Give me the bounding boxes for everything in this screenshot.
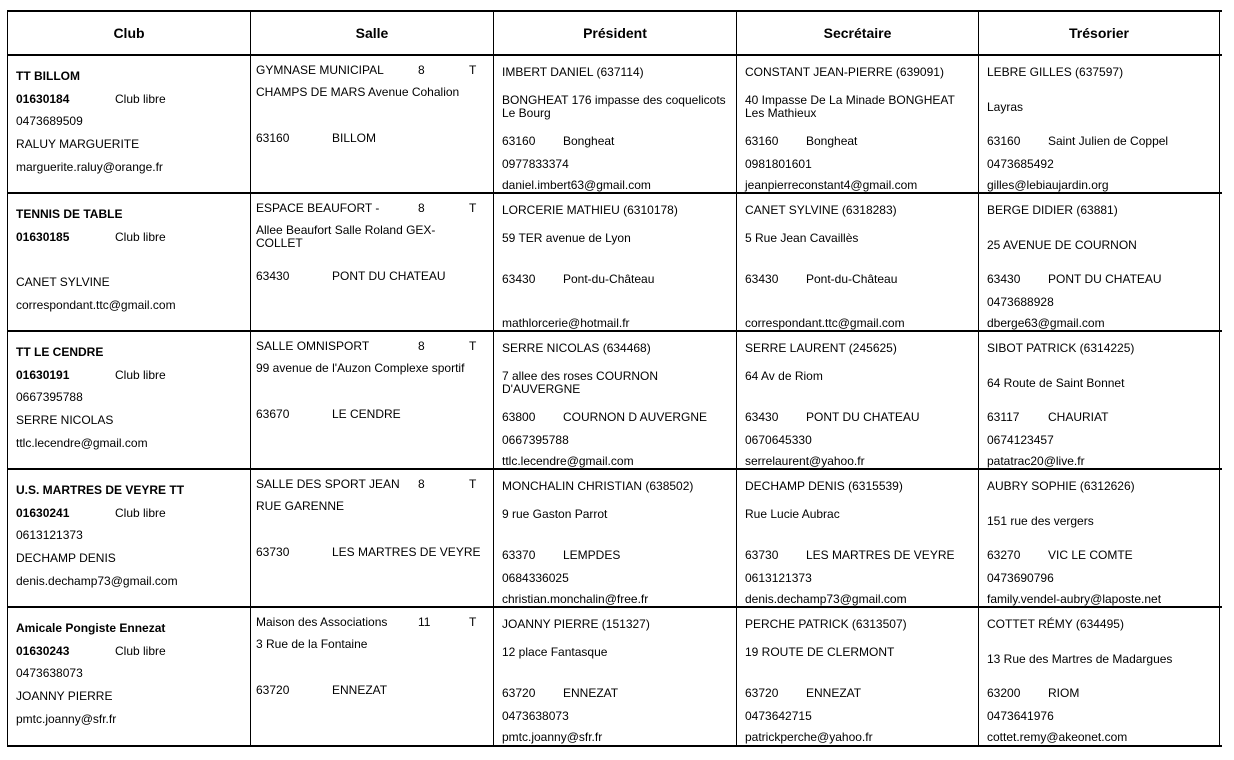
cell-salle: [250, 332, 493, 470]
header-tresorier: Trésorier: [978, 12, 1220, 54]
tresorier-city: CHAURIAT: [1048, 410, 1109, 424]
table-row: [7, 194, 1222, 332]
table-header: [7, 12, 1222, 56]
salle-number: 8: [418, 201, 425, 215]
cell-tresorier: [978, 194, 1220, 332]
tresorier-city: VIC LE COMTE: [1048, 548, 1133, 562]
tresorier-address: 64 Route de Saint Bonnet: [987, 376, 1125, 390]
salle-letter: T: [469, 63, 477, 77]
secretaire-phone: 0613121373: [745, 571, 812, 585]
header-president: Président: [493, 12, 736, 54]
tresorier-city: Saint Julien de Coppel: [1048, 134, 1169, 148]
president-postcode: 63720: [502, 686, 536, 700]
tresorier-postcode: 63160: [987, 134, 1021, 148]
salle-number: 11: [418, 615, 431, 629]
club-contact: RALUY MARGUERITE: [16, 137, 140, 151]
salle-letter: T: [469, 477, 477, 491]
cell-president: [493, 194, 736, 332]
salle-address: CHAMPS DE MARS Avenue Cohalion: [256, 85, 460, 99]
table-row: [7, 56, 1222, 194]
secretaire-postcode: 63730: [745, 548, 779, 562]
club-number: 01630185: [16, 230, 70, 244]
president-city: LEMPDES: [563, 548, 621, 562]
club-phone: 0613121373: [16, 528, 83, 542]
tresorier-phone: 0473688928: [987, 295, 1054, 309]
cell-president: [493, 332, 736, 470]
cell-secretaire: [736, 194, 978, 332]
tresorier-phone: 0473641976: [987, 709, 1054, 723]
tresorier-name: LEBRE GILLES (637597): [987, 65, 1124, 79]
tresorier-city: PONT DU CHATEAU: [1048, 272, 1162, 286]
tresorier-postcode: 63117: [987, 410, 1020, 424]
salle-address: RUE GARENNE: [256, 499, 345, 513]
club-email: marguerite.raluy@orange.fr: [16, 160, 163, 174]
salle-name: GYMNASE MUNICIPAL: [256, 63, 384, 77]
cell-salle: [250, 56, 493, 194]
president-email: christian.monchalin@free.fr: [502, 592, 649, 606]
salle-city: PONT DU CHATEAU: [332, 269, 446, 283]
president-email: daniel.imbert63@gmail.com: [502, 178, 651, 192]
secretaire-name: SERRE LAURENT (245625): [745, 341, 897, 355]
club-email: correspondant.ttc@gmail.com: [16, 298, 176, 312]
salle-letter: T: [469, 201, 477, 215]
secretaire-email: denis.dechamp73@gmail.com: [745, 592, 907, 606]
club-name: TT LE CENDRE: [16, 345, 104, 359]
club-contact: SERRE NICOLAS: [16, 413, 114, 427]
cell-president: [493, 470, 736, 608]
secretaire-city: Pont-du-Château: [806, 272, 898, 286]
club-number: 01630243: [16, 644, 70, 658]
salle-number: 8: [418, 63, 425, 77]
president-phone: 0667395788: [502, 433, 569, 447]
secretaire-address: Rue Lucie Aubrac: [745, 507, 840, 521]
tresorier-postcode: 63270: [987, 548, 1021, 562]
tresorier-postcode: 63430: [987, 272, 1021, 286]
tresorier-city: RIOM: [1048, 686, 1080, 700]
salle-postcode: 63730: [256, 545, 290, 559]
club-email: ttlc.lecendre@gmail.com: [16, 436, 148, 450]
president-phone: 0977833374: [502, 157, 569, 171]
club-number: 01630184: [16, 92, 70, 106]
club-contact: JOANNY PIERRE: [16, 689, 113, 703]
secretaire-postcode: 63160: [745, 134, 779, 148]
salle-name: ESPACE BEAUFORT -: [256, 201, 380, 215]
cell-salle: [250, 194, 493, 332]
salle-letter: T: [469, 615, 477, 629]
salle-name: SALLE OMNISPORT: [256, 339, 370, 353]
tresorier-email: cottet.remy@akeonet.com: [987, 730, 1128, 744]
secretaire-phone: 0981801601: [745, 157, 812, 171]
secretaire-postcode: 63430: [745, 272, 779, 286]
tresorier-postcode: 63200: [987, 686, 1021, 700]
president-postcode: 63430: [502, 272, 536, 286]
tresorier-address: 151 rue des vergers: [987, 514, 1094, 528]
cell-tresorier: [978, 470, 1220, 608]
secretaire-email: correspondant.ttc@gmail.com: [745, 316, 905, 330]
president-name: JOANNY PIERRE (151327): [502, 617, 650, 631]
cell-tresorier: [978, 56, 1220, 194]
club-phone: 0667395788: [16, 390, 83, 404]
table-row: [7, 608, 1222, 746]
secretaire-email: serrelaurent@yahoo.fr: [745, 454, 865, 468]
cell-salle: [250, 470, 493, 608]
club-contact: CANET SYLVINE: [16, 275, 110, 289]
president-postcode: 63800: [502, 410, 536, 424]
salle-city: BILLOM: [332, 131, 377, 145]
cell-club: [7, 56, 250, 194]
cell-president: [493, 608, 736, 746]
header-salle: Salle: [250, 12, 493, 54]
secretaire-address: 64 Av de Riom: [745, 369, 823, 383]
club-type: Club libre: [115, 92, 166, 106]
tresorier-address: Layras: [987, 100, 1024, 114]
table-row: [7, 470, 1222, 608]
club-phone: 0473638073: [16, 666, 83, 680]
tresorier-name: SIBOT PATRICK (6314225): [987, 341, 1135, 355]
president-address: BONGHEAT 176 impasse des coquelicots Le Bourg: [502, 93, 726, 120]
club-contact: DECHAMP DENIS: [16, 551, 116, 565]
president-address: 59 TER avenue de Lyon: [502, 231, 631, 245]
cell-club: [7, 608, 250, 746]
club-name: U.S. MARTRES DE VEYRE TT: [16, 483, 185, 497]
president-city: Pont-du-Château: [563, 272, 655, 286]
president-phone: 0684336025: [502, 571, 569, 585]
president-name: MONCHALIN CHRISTIAN (638502): [502, 479, 694, 493]
president-city: Bongheat: [563, 134, 615, 148]
president-email: mathlorcerie@hotmail.fr: [502, 316, 630, 330]
secretaire-city: ENNEZAT: [806, 686, 862, 700]
secretaire-phone: 0670645330: [745, 433, 812, 447]
president-address: 12 place Fantasque: [502, 645, 608, 659]
secretaire-name: CANET SYLVINE (6318283): [745, 203, 897, 217]
secretaire-city: PONT DU CHATEAU: [806, 410, 920, 424]
salle-address: 3 Rue de la Fontaine: [256, 637, 368, 651]
president-email: ttlc.lecendre@gmail.com: [502, 454, 634, 468]
tresorier-phone: 0674123457: [987, 433, 1054, 447]
club-name: TENNIS DE TABLE: [16, 207, 123, 221]
secretaire-city: LES MARTRES DE VEYRE: [806, 548, 955, 562]
salle-postcode: 63160: [256, 131, 290, 145]
salle-letter: T: [469, 339, 477, 353]
club-name: TT BILLOM: [16, 69, 80, 83]
secretaire-address: 19 ROUTE DE CLERMONT: [745, 645, 895, 659]
salle-postcode: 63430: [256, 269, 290, 283]
secretaire-name: DECHAMP DENIS (6315539): [745, 479, 903, 493]
cell-club: [7, 470, 250, 608]
secretaire-address: 5 Rue Jean Cavaillès: [745, 231, 859, 245]
president-name: IMBERT DANIEL (637114): [502, 65, 644, 79]
tresorier-email: patatrac20@live.fr: [987, 454, 1085, 468]
secretaire-city: Bongheat: [806, 134, 858, 148]
cell-club: [7, 194, 250, 332]
salle-postcode: 63670: [256, 407, 290, 421]
salle-postcode: 63720: [256, 683, 290, 697]
tresorier-name: COTTET RÉMY (634495): [987, 617, 1124, 631]
tresorier-phone: 0473685492: [987, 157, 1054, 171]
secretaire-name: PERCHE PATRICK (6313507): [745, 617, 907, 631]
salle-name: SALLE DES SPORT JEAN: [256, 477, 400, 491]
president-city: COURNON D AUVERGNE: [563, 410, 708, 424]
president-postcode: 63370: [502, 548, 536, 562]
tresorier-name: BERGE DIDIER (63881): [987, 203, 1118, 217]
president-address: 9 rue Gaston Parrot: [502, 507, 608, 521]
salle-address: Allee Beaufort Salle Roland GEX-COLLET: [256, 223, 436, 250]
cell-club: [7, 332, 250, 470]
secretaire-email: jeanpierreconstant4@gmail.com: [745, 178, 918, 192]
secretaire-name: CONSTANT JEAN-PIERRE (639091): [745, 65, 944, 79]
salle-number: 8: [418, 477, 425, 491]
tresorier-name: AUBRY SOPHIE (6312626): [987, 479, 1135, 493]
club-number: 01630191: [16, 368, 70, 382]
club-email: pmtc.joanny@sfr.fr: [16, 712, 117, 726]
table-row: [7, 332, 1222, 470]
club-number: 01630241: [16, 506, 70, 520]
cell-tresorier: [978, 332, 1220, 470]
tresorier-address: 13 Rue des Martres de Madargues: [987, 652, 1173, 666]
club-type: Club libre: [115, 230, 166, 244]
cell-secretaire: [736, 470, 978, 608]
president-postcode: 63160: [502, 134, 536, 148]
secretaire-postcode: 63720: [745, 686, 779, 700]
club-type: Club libre: [115, 506, 166, 520]
cell-secretaire: [736, 332, 978, 470]
tresorier-phone: 0473690796: [987, 571, 1054, 585]
header-club: Club: [7, 12, 250, 54]
salle-number: 8: [418, 339, 425, 353]
secretaire-email: patrickperche@yahoo.fr: [745, 730, 873, 744]
cell-secretaire: [736, 56, 978, 194]
clubs-table: [7, 10, 1222, 747]
tresorier-email: family.vendel-aubry@laposte.net: [987, 592, 1162, 606]
president-phone: 0473638073: [502, 709, 569, 723]
salle-city: LE CENDRE: [332, 407, 401, 421]
club-email: denis.dechamp73@gmail.com: [16, 574, 178, 588]
cell-tresorier: [978, 608, 1220, 746]
salle-city: LES MARTRES DE VEYRE: [332, 545, 481, 559]
president-email: pmtc.joanny@sfr.fr: [502, 730, 603, 744]
club-type: Club libre: [115, 644, 166, 658]
cell-secretaire: [736, 608, 978, 746]
tresorier-email: dberge63@gmail.com: [987, 316, 1105, 330]
salle-address: 99 avenue de l'Auzon Complexe sportif: [256, 361, 465, 375]
secretaire-postcode: 63430: [745, 410, 779, 424]
salle-city: ENNEZAT: [332, 683, 388, 697]
club-phone: 0473689509: [16, 114, 83, 128]
club-type: Club libre: [115, 368, 166, 382]
secretaire-address: 40 Impasse De La Minade BONGHEAT Les Mathieux: [745, 93, 955, 120]
tresorier-address: 25 AVENUE DE COURNON: [987, 238, 1137, 252]
president-name: SERRE NICOLAS (634468): [502, 341, 651, 355]
header-secretaire: Secrétaire: [736, 12, 978, 54]
tresorier-email: gilles@lebiaujardin.org: [987, 178, 1109, 192]
president-address: 7 allee des roses COURNON D'AUVERGNE: [502, 369, 659, 396]
salle-name: Maison des Associations: [256, 615, 388, 629]
president-name: LORCERIE MATHIEU (6310178): [502, 203, 678, 217]
secretaire-phone: 0473642715: [745, 709, 812, 723]
cell-president: [493, 56, 736, 194]
club-name: Amicale Pongiste Ennezat: [16, 621, 166, 635]
president-city: ENNEZAT: [563, 686, 619, 700]
cell-salle: [250, 608, 493, 746]
